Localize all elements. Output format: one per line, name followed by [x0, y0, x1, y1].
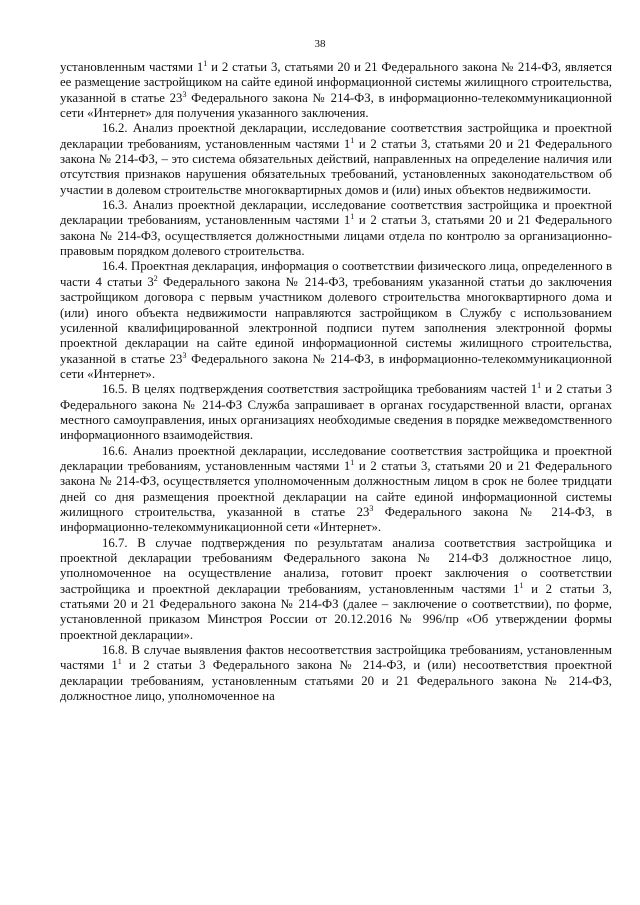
superscript-index: 3 — [182, 89, 187, 99]
text-run: и 2 статьи 3, статьями 20 и 21 Федерального закона № 214-ФЗ (далее – заключение о соответствии), по форме, установленной приказом Минстроя России от 20.12.2016 № 996/пр «Об утверждении формы проектной декларации». — [60, 581, 612, 642]
superscript-index: 3 — [369, 503, 374, 513]
paragraph — [60, 643, 612, 704]
text-run: и 2 статьи 3, статьями 20 и 21 Федерального закона № 214-ФЗ, – это система обязательных действий, направленных на определение наличия или отсутствия признаков нарушения обязательных требований, установленных законодательством об участии в долевом строительстве многоквартирных домов и (или) иных объектов недвижимости. — [60, 136, 612, 197]
text-run: и 2 статьи 3 Федерального закона № 214-ФЗ Служба запрашивает в органах государственной власти, органах местного самоуправления, иных организациях необходимые сведения в порядке межведомственного информационного взаимодействия. — [60, 382, 612, 443]
text-run: и 2 статьи 3, статьями 20 и 21 Федерального закона № 214-ФЗ, является ее размещение застройщиком на сайте единой информационной системы жилищного строительства, указанной в статье 23 — [60, 60, 612, 105]
text-run: Федерального закона № 214-ФЗ, требованиям указанной статьи до заключения застройщиком договора с первым участником долевого строительства многоквартирного дома и (или) иного объекта недвижимости направляются застройщиком в Службу с использованием усиленной квалифицированной электронной подписи путем заполнения электронной формы проектной декларации на сайте единой информационной системы жилищного строительства, указанной в статье 23 — [60, 274, 612, 366]
text-run: и 2 статьи 3, статьями 20 и 21 Федерального закона № 214-ФЗ, осуществляется должностными лицами отдела по контролю за организационно-правовым порядком долевого строительства. — [60, 213, 612, 259]
text-run: 16.8. В случае выявления фактов несоответствия застройщика требованиям, установленным частями 1 — [60, 643, 612, 673]
text-run: 16.5. В целях подтверждения соответствия застройщика требованиям частей 1 — [102, 382, 538, 397]
text-run: Федерального закона № 214-ФЗ, в информационно-телекоммуникационной сети «Интернет». — [60, 351, 613, 381]
paragraph — [60, 444, 612, 536]
text-run: и 2 статьи 3 Федерального закона № 214-ФЗ, и (или) несоответствия проектной декларации требованиям, установленным статьями 20 и 21 Федерального закона № 214-ФЗ, должностное лицо, уполномоченное на — [60, 658, 612, 704]
text-run: установленным частями 1 — [60, 60, 204, 74]
text-run: 16.7. В случае подтверждения по результатам анализа соответствия застройщика и проектной декларации требованиям Федерального закона № 214-ФЗ должностное лицо, уполномоченное на осуществление анализа, готовит проект заключения о соответствии застройщика и проектной декларации требованиям, установленным частями 1 — [60, 535, 612, 596]
document-body — [60, 60, 612, 704]
paragraph — [60, 536, 612, 643]
paragraph — [60, 60, 612, 121]
text-run: Федерального закона № 214-ФЗ, в информационно-телекоммуникационной сети «Интернет» для получения указанного заключения. — [60, 90, 613, 121]
superscript-index: 1 — [519, 580, 524, 590]
superscript-index: 1 — [350, 135, 355, 145]
text-run: и 2 статьи 3, статьями 20 и 21 Федерального закона № 214-ФЗ, осуществляется уполномоченным должностным лицом в срок не более тридцати дней со дня размещения проектной декларации на сайте единой информационной системы жилищного строительства, указанной в статье 23 — [60, 458, 612, 519]
superscript-index: 1 — [350, 212, 355, 222]
superscript-index: 1 — [117, 657, 122, 667]
text-run: 16.6. Анализ проектной декларации, исследование соответствия застройщика и проектной декларации требованиям, установленным частями 1 — [60, 443, 612, 473]
superscript-index: 1 — [350, 457, 355, 467]
text-run: 16.2. Анализ проектной декларации, исследование соответствия застройщика и проектной декларации требованиям, установленным частями 1 — [60, 121, 612, 151]
paragraph — [60, 121, 612, 198]
superscript-index: 1 — [537, 381, 542, 391]
paragraph — [60, 198, 612, 259]
paragraph — [60, 259, 612, 382]
superscript-index: 3 — [182, 350, 187, 360]
superscript-index: 2 — [153, 273, 158, 283]
text-run: 16.3. Анализ проектной декларации, исследование соответствия застройщика и проектной декларации требованиям, установленным частями 1 — [60, 198, 612, 228]
text-run: 16.4. Проектная декларация, информация о соответствии физического лица, определенного в части 4 статьи 3 — [60, 259, 612, 289]
page-number: 38 — [314, 38, 326, 50]
text-run: Федерального закона № 214-ФЗ, в информационно-телекоммуникационной сети «Интернет». — [60, 504, 612, 535]
superscript-index: 1 — [203, 59, 208, 68]
paragraph — [60, 382, 612, 443]
